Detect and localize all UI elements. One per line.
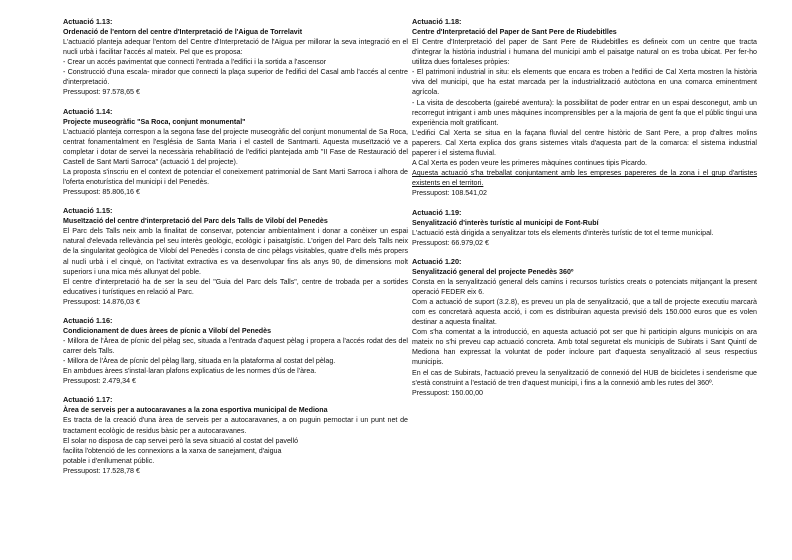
actuacio-1-13 (63, 17, 408, 98)
paragraph: Com s'ha comentat a la introducció, en aquesta actuació pot ser que hi participin alguns municipis on ara mateix no s'hi preveu cap actuació concreta. Amb total seguretat els municipis de Subirats i Sant Quintí de Mediona han expressat la voluntat de poder incloure part d'aquesta senyalització al seus respectius municipis. (412, 328, 757, 367)
actuacio-title: Museïtzació del centre d'interpretació del Parc dels Talls de Vilobí del Penedès (63, 217, 328, 226)
actuacio-title: Senyalització general del projecte Penedès 360º (412, 267, 574, 276)
paragraph: - La visita de descoberta (gairebé aventura): la possibilitat de poder entrar en un espai desconegut, amb un recorregut intrigant i amb unes màquines incomprensibles per a la majoria de gent fa que el públic tingui una experiència molt gratificant. (412, 98, 757, 127)
paragraph: En ambdues àrees s'instal·laran plafons explicatius de les normes d'ús de l'àrea. (63, 367, 317, 376)
actuacio-title: Senyalització d'interès turístic al municipi de Font-Rubí (412, 218, 599, 227)
paragraph: A Cal Xerta es poden veure les primeres màquines continues tipis Picardo. (412, 159, 648, 168)
actuacio-1-17 (63, 395, 408, 476)
paragraph: Es tracta de la creació d'una àrea de serveis per a autocaravanes, a on puguin pernoctar i un punt net de tractament ecològic de residus bàsic per a autocaravanes. (63, 416, 408, 435)
paragraph: - Millora de l'Àrea de pícnic del pèlag sec, situada a l'entrada d'aquest pèlag i propera a l'accés rodat des del carrer dels Talls. (63, 336, 408, 356)
paragraph: - Construcció d'una escala- mirador que connecti la plaça superior de l'edifici del Casal amb l'accés al centre d'interpretació. (63, 68, 408, 87)
actuacio-label: Actuació 1.18: (412, 17, 462, 26)
actuacio-title: Ordenació de l'entorn del centre d'Interpretació de l'Aigua de Torrelavit (63, 28, 303, 36)
paragraph: El Centre d'Interpretació del paper de Sant Pere de Riudebitlles es defineix com un centre que tracta d'integrar la història industrial i humana del municipi amb el paisatge natural on es troba ubicat. Per fer-ho utilitza dues fortaleses pròpies: (412, 38, 757, 67)
actuacio-title: Projecte museogràfic "Sa Roca, conjunt monumental" (63, 117, 246, 126)
paragraph: - Crear un accés pavimentat que connecti l'entrada a l'edifici i la sortida a l'ascensor (63, 58, 327, 67)
paragraph: En el cas de Subirats, l'actuació preveu la senyalització de connexió del HUB de bicicletes i senderisme que s'està construint a l'estació de tren d'aquest municipi, i fins a la connexió amb les rutes del 360º. (412, 368, 757, 387)
paragraph: El solar no disposa de cap servei però la seva situació al costat del pavelló (63, 436, 299, 445)
actuacio-label: Actuació 1.14: (63, 106, 113, 116)
paragraph: L'actuació planteja correspon a la segona fase del projecte museogràfic del conjunt monumental de Sa Roca, centrat fonamentalment en l'església de Santa Maria i el castell de Santmarti. Aquesta museïtzació ve a completar i dotar de servei la necessària rehabilitació de l'edifici plantejada amb "II Fase de Restauració del Castell de Sant Marti Sarroca" (actuació 1 del projecte). (63, 127, 408, 166)
paragraph: El centre d'interpretació ha de ser la seu del "Guia del Parc dels Talls", centre de trobada per a sortides educatives i turístiques en relació al Parc. (63, 277, 408, 296)
underlined-note: Aquesta actuació s'ha treballat conjuntament amb les empreses papereres de la zona i el grup d'artistes existents en el territori. (412, 169, 757, 188)
paragraph: Consta en la senyalització general dels camins i recursos turístics creats o potenciats mitjançant la present operació FEDER eix 6. (412, 277, 757, 296)
paragraph: potable i d'enllumenat públic. (63, 456, 155, 465)
budget-line: Pressupost: 85.806,16 € (63, 188, 140, 197)
paragraph: La proposta s'inscriu en el context de potenciar el coneixement patrimonial de Sant Marti Sarroca i alhora de l'oferta enoturística del municipi i del Penedès. (63, 167, 408, 187)
actuacio-1-19 (412, 208, 757, 248)
budget-line: Pressupost: 108.541,02 (412, 189, 487, 198)
left-column (63, 17, 408, 485)
budget-line: Pressupost: 150.00,00 (412, 388, 483, 397)
budget-line: Pressupost: 66.979,02 € (412, 238, 489, 247)
paragraph: L'actuació està dirigida a senyalitzar tots els elements d'interès turístic de tot el terme municipal. (412, 228, 714, 237)
paragraph: L'actuació planteja adequar l'entorn del Centre d'Interpretació de l'Aigua per millorar la seva integració en el nucli urbà i facilitar l'accés al mateix. Pel que es proposa: (63, 38, 408, 57)
paragraph: facilita l'obtenció de les connexions a la xarxa de sanejament, d'aigua (63, 446, 282, 455)
actuacio-label: Actuació 1.16: (63, 315, 113, 325)
actuacio-1-18 (412, 17, 757, 199)
budget-line: Pressupost: 2.479,34 € (63, 377, 136, 386)
budget-line: Pressupost: 17.528,78 € (63, 466, 140, 475)
right-column (412, 17, 757, 407)
actuacio-label: Actuació 1.19: (412, 207, 462, 217)
actuacio-label: Actuació 1.17: (63, 395, 113, 405)
actuacio-label: Actuació 1.20: (412, 256, 462, 266)
paragraph: Com a actuació de suport (3.2.8), es preveu un pla de senyalització, que a tall de projecte executiu marcarà com es concretarà aquesta acció, i com es distribuiran aquesta previsió dels 150.000 euros que es volen destinar a aquesta finalitat. (412, 297, 757, 327)
actuacio-label: Actuació 1.15: (63, 206, 113, 216)
actuacio-1-14 (63, 107, 408, 198)
paragraph: L'edifici Cal Xerta se situa en la façana fluvial del centre històric de Sant Pere, a prop d'altres molins paperers. Cal Xerta explica dos grans sistemes vitals d'aquesta part de la comarca: el sistema industrial paperer i el sistema fluvial. (412, 128, 757, 158)
paragraph: - El patrimoni industrial in situ: els elements que encara es troben a l'edifici de Cal Xerta mostren la història viva del municipi, que ha estat marcada per la industrialització autòctona en una comarca eminentment agrícola. (412, 68, 757, 97)
actuacio-1-15 (63, 206, 408, 307)
paragraph: - Millora de l'Àrea de pícnic del pèlag llarg, situada en la plataforma al costat del pèlag. (63, 357, 336, 366)
actuacio-title: Àrea de serveis per a autocaravanes a la zona esportiva municipal de Mediona (63, 406, 328, 415)
budget-line: Pressupost: 14.876,03 € (63, 297, 140, 306)
actuacio-title: Centre d'Interpretació del Paper de Sant Pere de Riudebitlles (412, 28, 617, 36)
actuacio-title: Condicionament de dues àrees de pícnic a Vilobí del Penedès (63, 326, 272, 335)
budget-line: Pressupost: 97.578,65 € (63, 88, 140, 97)
paragraph: El Parc dels Talls neix amb la finalitat de conservar, potenciar ambientalment i donar a conèixer un espai natural d'elevada rellevància pel seu interès geològic, ecològic i paisatgístic. L'origen del Parc dels Talls neix de la singularitat geològica de Vilobí del Penedès i consta de cinc pèlags visitables, quatre d'ells més propers al nucli urbà i el cinquè, on l'activitat extractiva es va desenvolupar fins als anys 90, de dimensions molt superiors i una mica més allunyat del poble. (63, 227, 408, 276)
actuacio-1-20 (412, 257, 757, 398)
actuacio-1-16 (63, 316, 408, 386)
actuacio-label: Actuació 1.13: (63, 17, 113, 26)
